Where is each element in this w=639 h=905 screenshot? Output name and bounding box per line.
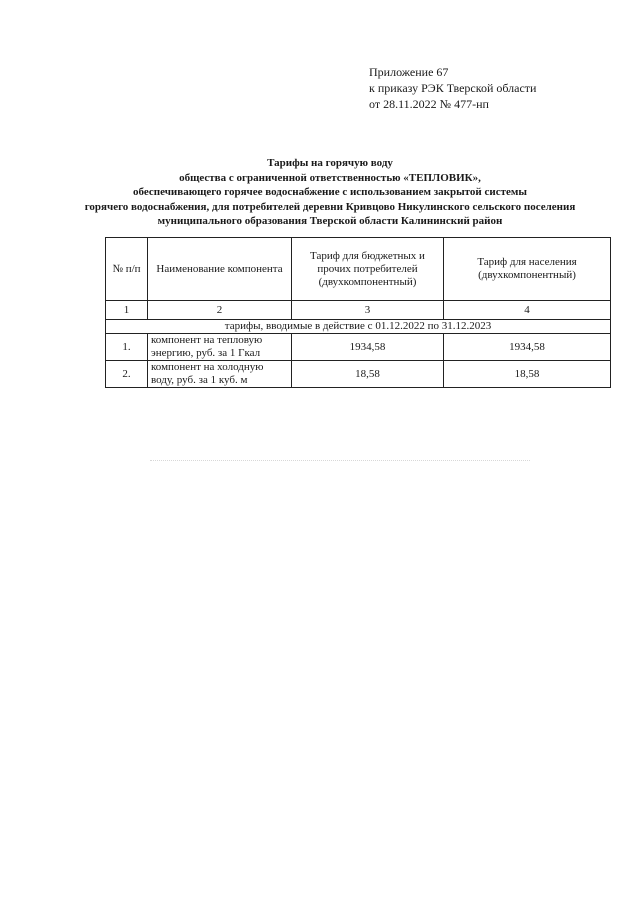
column-number-4: 4 — [444, 301, 611, 320]
appendix-date: от 28.11.2022 № 477-нп — [369, 97, 489, 111]
row-number: 1. — [106, 334, 148, 361]
scan-artifact-line — [150, 460, 530, 463]
appendix-number: Приложение 67 — [369, 65, 449, 79]
header-number: № п/п — [106, 238, 148, 301]
row-budget-value: 1934,58 — [292, 334, 444, 361]
row-number: 2. — [106, 361, 148, 388]
tariff-table — [105, 237, 611, 388]
title-line-2: общества с ограниченной ответственностью «ТЕПЛОВИК», — [179, 171, 481, 184]
appendix-order: к приказу РЭК Тверской области — [369, 81, 537, 95]
header-population-tariff: Тариф для населения (двухкомпонентный) — [444, 238, 611, 301]
title-line-4: горячего водоснабжения, для потребителей деревни Кривцово Никулинского сельского поселения — [84, 200, 576, 213]
title-line-3: обеспечивающего горячее водоснабжение с использованием закрытой системы — [133, 186, 527, 198]
period-row — [106, 320, 611, 334]
row-component-name: компонент на холодную воду, руб. за 1 куб. м — [148, 361, 292, 388]
title-line-5: муниципального образования Тверской области Калининский район — [157, 215, 503, 227]
header-budget-tariff: Тариф для бюджетных и прочих потребителей (двухкомпонентный) — [292, 238, 444, 301]
period-text: тарифы, вводимые в действие с 01.12.2022 по 31.12.2023 — [106, 320, 611, 334]
row-component-name: компонент на тепловую энергию, руб. за 1 Гкал — [148, 334, 292, 361]
title-line-1: Тарифы на горячую воду — [267, 157, 393, 169]
column-number-row — [106, 301, 611, 320]
table-header-row — [106, 238, 611, 301]
row-population-value: 18,58 — [444, 361, 611, 388]
table-row — [106, 334, 611, 361]
table-row — [106, 361, 611, 388]
header-component: Наименование компонента — [148, 238, 292, 301]
document-title — [40, 156, 620, 229]
row-population-value: 1934,58 — [444, 334, 611, 361]
column-number-3: 3 — [292, 301, 444, 320]
row-budget-value: 18,58 — [292, 361, 444, 388]
appendix-reference — [369, 64, 536, 112]
column-number-2: 2 — [148, 301, 292, 320]
column-number-1: 1 — [106, 301, 148, 320]
